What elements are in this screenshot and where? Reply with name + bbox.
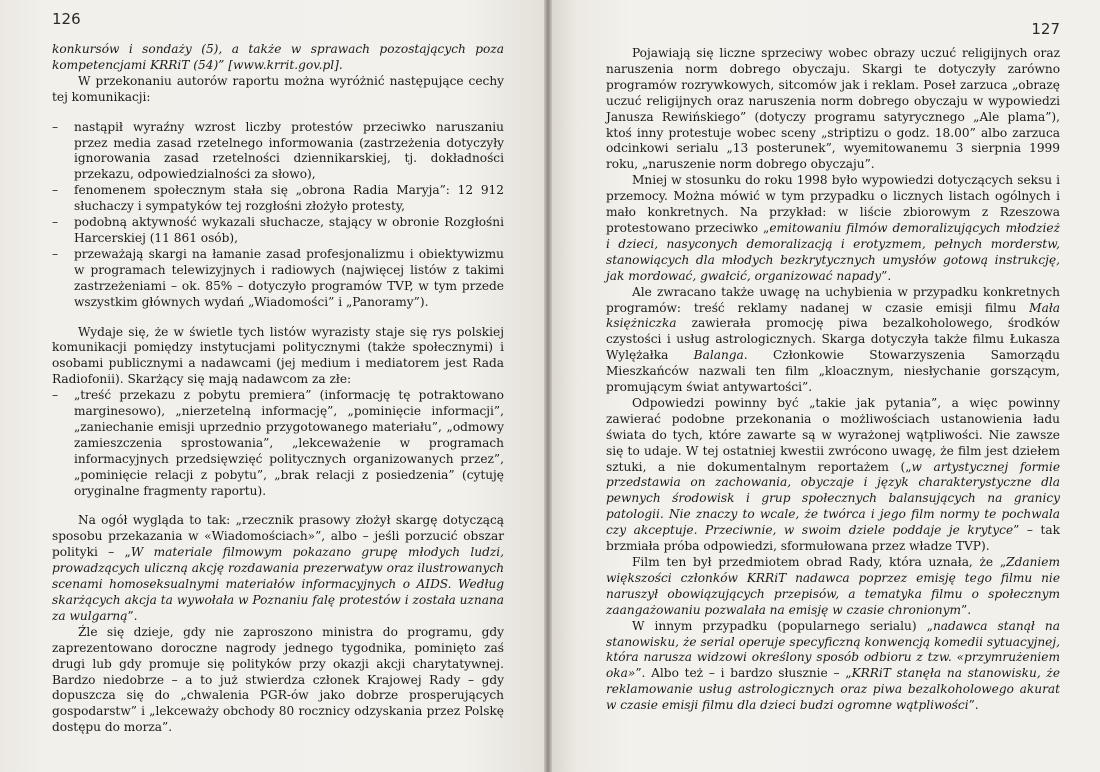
paragraph: W przekonaniu autorów raportu można wyróżnić następujące cechy tej komunikacji: — [52, 73, 504, 104]
page-number: 126 — [52, 10, 81, 28]
page-number: 127 — [1031, 20, 1060, 38]
paragraph — [606, 173, 1060, 284]
film-title: Mała księżniczka — [606, 300, 1060, 331]
text-run: ”. — [961, 602, 972, 617]
italic-quote: Zdaniem większości członków KRRiT nadawca poprzez emisję tego filmu nie naruszył obowiązujących przepisów, a tematyka filmu o społecznym zaangażowaniu pozwalała na emisję w czasie chronionym — [606, 555, 1060, 617]
paragraph: Pojawiają się liczne sprzeciwy wobec obrazy uczuć religijnych oraz naruszenia norm dobrego obyczaju. Skargi te dotyczyły zarówno programów rozrywkowych, sitcomów jak i reklam. Poseł zarzuca „obrazę uczuć religijnych oraz naruszenia norm dobrego obyczaju w wypowiedzi Janusza Rewińskiego” (dotyczy programu satyrycznego „Ale plama”), ktoś inny protestuje wobec sceny „striptizu o godz. 18.00” albo zarzuca odcinkowi serialu „13 posterunek”, wyemitowanemu 3 sierpnia 1999 roku, „naruszenie norm dobrego obyczaju”. — [606, 46, 1060, 172]
text-run: zawierała promocję piwa bezalkoholowego, środków czystości i usług astrologicznych. Skarga dotyczyła także filmu Łukasza Wylężałka — [606, 316, 1060, 363]
italic-quote: nadawca stanął na stanowisku, że serial operuje specyficzną konwencją komedii sytuacyjnej, która narusza widzowi określony sposób odbioru z tzw. «przymrużeniem oka» — [606, 618, 1060, 681]
paragraph — [606, 555, 1060, 619]
list-item: – przeważają skargi na łamanie zasad profesjonalizmu i obiektywizmu w programach telewizyjnych i radiowych (najwięcej listów z takimi zastrzeżeniami – ok. 85% – dotyczyło programów TVP, w tym przede wszystkim głównych wydań „Wiadomości” i „Panoramy”). — [52, 247, 504, 311]
paragraph: Wydaje się, że w świetle tych listów wyrazisty staje się rys polskiej komunikacji pomiędzy instytucjami politycznymi (także społecznymi) i osobami publicznymi a nadawcami (jej medium i mediatorem jest Rada Radiofonii). Skarżący się mają nadawcom za złe: — [52, 324, 504, 387]
paragraph — [52, 513, 504, 624]
bullet-list — [52, 120, 504, 311]
paragraph: Źle się dzieje, gdy nie zaproszono ministra do programu, gdy zaprezentowano doroczne nagrody jednego tygodnika, pominięto zaś drugi lub gdy promuje się polityków przy okazji akcji charytatywnej. Bardzo niedobrze – a to już stwierdza członek Krajowej Rady – gdy dopuszcza się do „chwalenia PGR-ów jako dobrze prosperujących gospodarstw” i „lekceważy obchody 80 rocznicy odzyskania przez Polskę dostępu do morza”. — [52, 624, 504, 735]
list-item: – fenomenem społecznym stała się „obrona Radia Maryja”: 12 912 słuchaczy i sympatyków tej rozgłośni złożyło protesty, — [52, 183, 504, 215]
right-page-text — [606, 46, 1060, 714]
list-item: – „treść przekazu z pobytu premiera” (informację tę potraktowano marginesowo), „nierzetelną informację”, „pominięcie informacji”, „zaniechanie emisji uprzednio przygotowanego materiału”, „odmowy zamieszczenia sprostowania”, „lekceważenie w programach informacyjnych przedsięwzięć politycznych organizowanych przez”, „pominięcie relacji z pobytu”, „brak relacji z posiedzenia” (cytuję oryginalne fragmenty raportu). — [52, 388, 504, 499]
text-run: . Członkowie Stowarzyszenia Samorządu Mieszkańców nazwali ten film „kloacznym, niesłychanie gorszącym, promującym świat antywartości”. — [606, 348, 1060, 395]
bullet-list — [52, 388, 504, 499]
paragraph — [606, 285, 1060, 396]
text-run: Odpowiedzi powinny być „takie jak pytania”, a więc powinny zawierać podobne przekonania o możliwościach ustanowienia ładu świata do tych, które zawarte są w wyrażonej wątpliwości. Nie zawsze się to udaje. W tej ostatniej kwestii zwrócono uwagę, że film jest dziełem sztuki, a nie dokumentalnym reportażem („ — [606, 395, 1060, 474]
paragraph — [52, 42, 504, 74]
italic-quote: w artystycznej formie przedstawia on zachowania, obyczaje i język charakterystyczne dla pewnych środowisk i grup społecznych balansujących na granicy patologii. Nie znaczy to wcale, że twórca i jego film normy te pochwala czy akceptuje. Przeciwnie, w swoim dziele poddaje je krytyce — [606, 459, 1061, 538]
list-item: – podobną aktywność wykazali słuchacze, stający w obronie Rozgłośni Harcerskiej (11 861 osób), — [52, 215, 504, 247]
paragraph — [606, 396, 1060, 555]
text-run: ” – tak brzmiała próba odpowiedzi, sformułowana przez władze TVP). — [606, 523, 1060, 554]
list-item: – nastąpił wyraźny wzrost liczby protestów przeciwko naruszaniu przez media zasad rzetelnego informowania (zastrzeżenia dotyczyły ignorowania zasad rzetelności dziennikarskiej, tj. dokładności przekazu, odpowiedzialności za słowo), — [52, 120, 504, 184]
text-run: ”. — [968, 698, 979, 713]
film-title: Balanga — [693, 348, 744, 363]
italic-quote: KRRiT stanęła na stanowisku, że reklamowanie usług astrologicznych oraz piwa bezalkoholowego akurat w czasie emisji filmu dla dzieci budzi ogromne wątpliwości — [606, 666, 1061, 713]
italic-quote: W materiale filmowym pokazano grupę młodych ludzi, prowadzących uliczną akcję rozdawania prezerwatyw oraz ilustrowanych scenami homoseksualnymi materiałów informacyjnych o AIDS. Według skarżących akcja ta wywołała w Poznaniu falę protestów i została uznana za wulgarną — [52, 545, 505, 623]
text-run: Film ten był przedmiotem obrad Rady, która uznała, że „ — [632, 555, 1007, 569]
left-page — [0, 0, 548, 772]
italic-quote: emitowaniu filmów demoralizujących młodzież i dzieci, nasyconych demoralizacją i erotyzmem, pełnych morderstw, stanowiących dla młodych bezkrytycznych umysłów gotową instrukcję, jak mordować, gwałcić, organizować napady — [606, 220, 1060, 283]
text-run: W innym przypadku (popularnego serialu) „ — [632, 618, 933, 633]
text-run: Ale zwracano także uwagę na uchybienia w przypadku konkretnych programów: treść reklamy nadanej w czasie emisji filmu — [606, 284, 1060, 315]
paragraph — [606, 619, 1060, 714]
left-page-text — [52, 42, 504, 736]
right-page — [548, 0, 1100, 772]
text-run: Na ogół wygląda to tak: „rzecznik prasowy złożył skargę dotyczącą sposobu przekazania w «Wiadomościach»”, albo – jeśli porzucić obszar polityki – „ — [52, 513, 504, 560]
text-run: Mniej w stosunku do roku 1998 było wypowiedzi dotyczących seksu i przemocy. Można mówić w tym przypadku o licznych listach ogólnych i mało konkretnych. Na przykład: w liście zbiorowym z Rzeszowa protestowano przeciwko „ — [606, 173, 1060, 235]
text-run: ”. Albo też – i bardzo słusznie – „ — [635, 666, 852, 681]
text-run: ”. — [881, 268, 892, 283]
book-gutter — [544, 0, 552, 772]
text-run: ”. — [127, 608, 138, 623]
italic-citation: konkursów i sondaży (5), a także w sprawach pozostających poza kompetencjami KRRiT (54)” [www.krrit.gov.pl]. — [52, 42, 504, 72]
